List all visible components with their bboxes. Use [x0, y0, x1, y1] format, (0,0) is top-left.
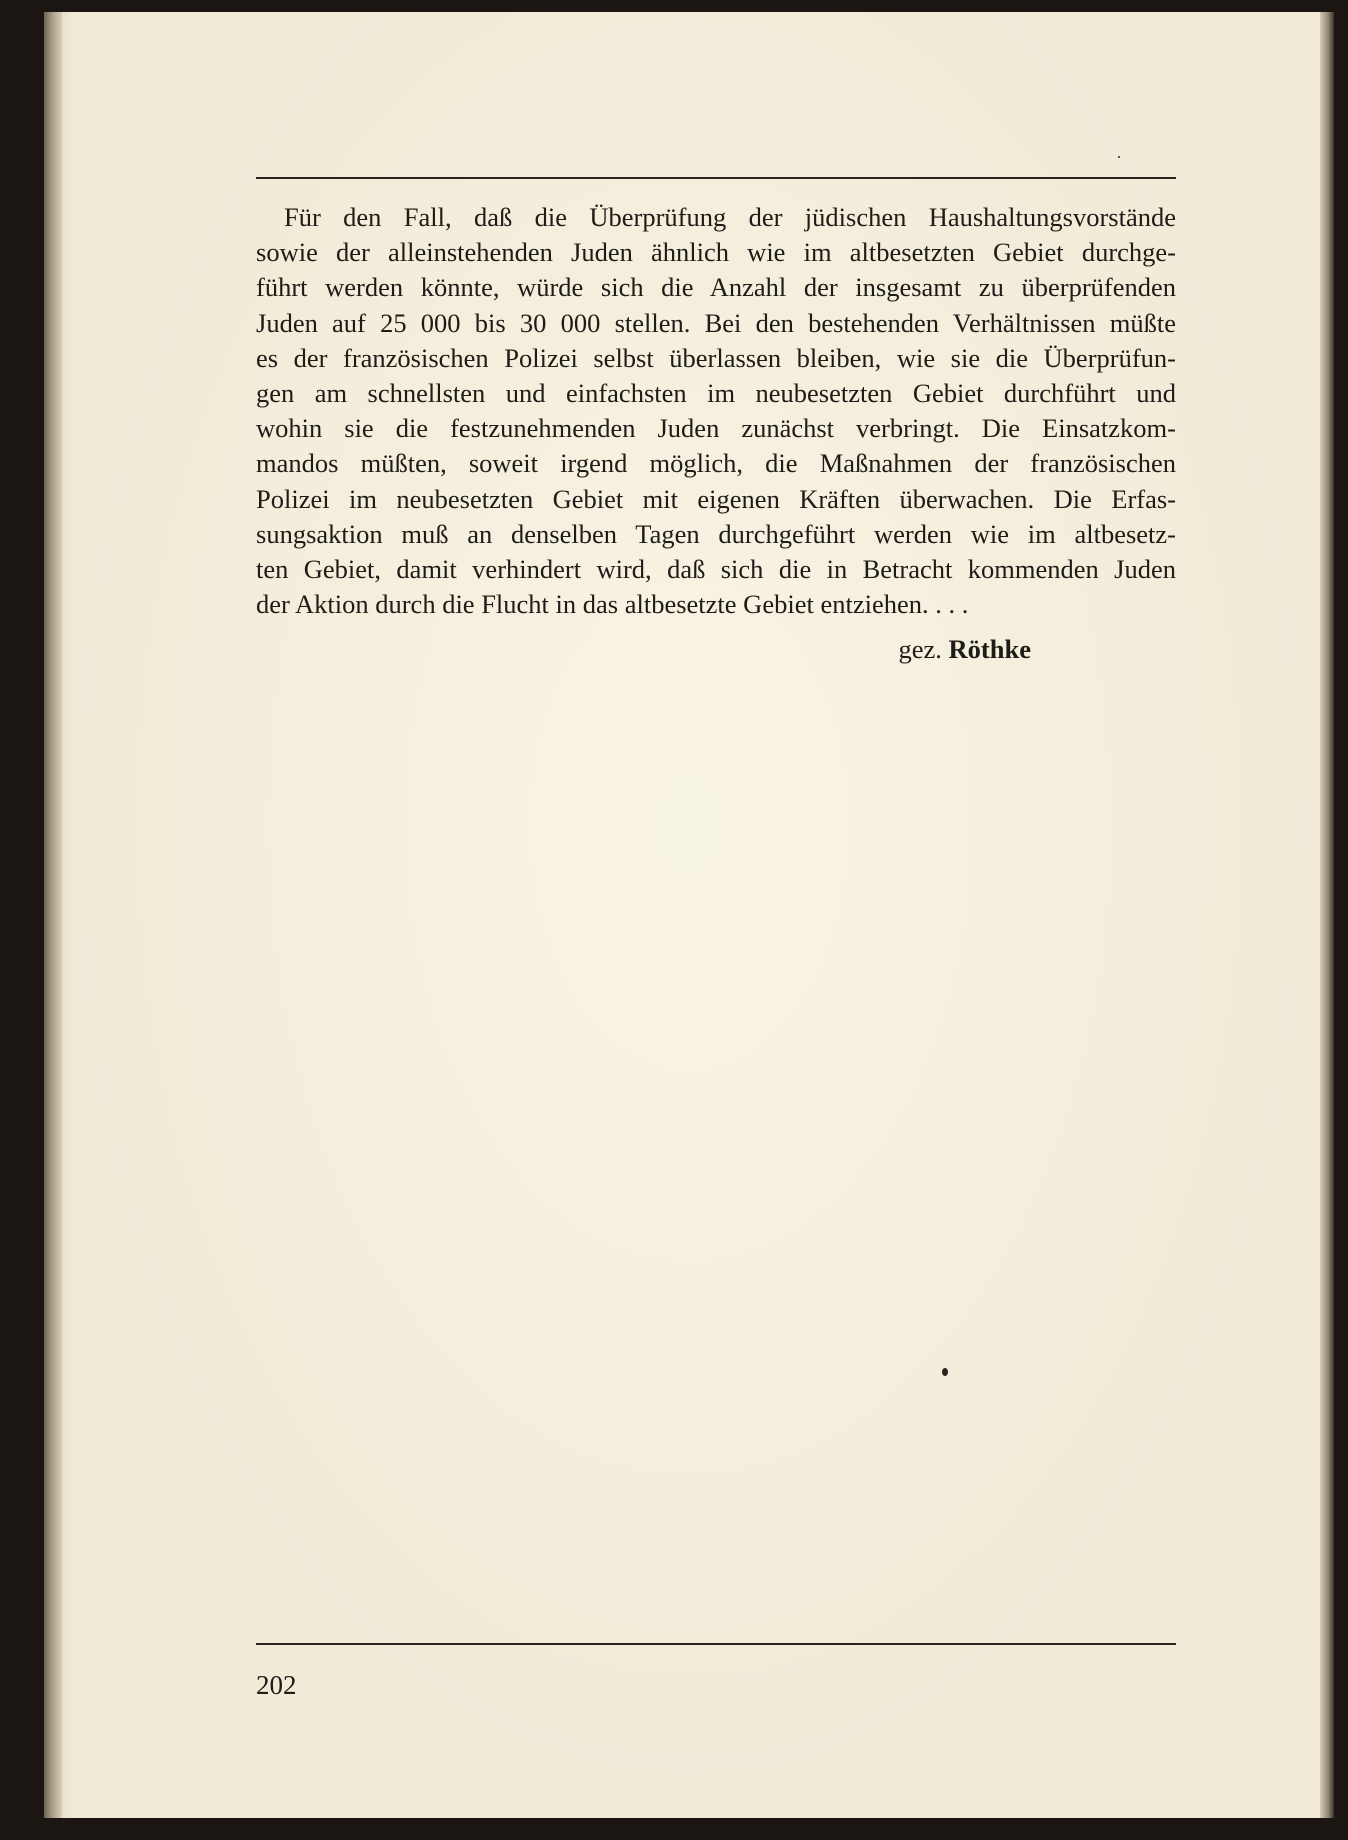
ink-speck: [1118, 156, 1120, 158]
page-number: 202: [256, 1670, 297, 1700]
ink-speck: [942, 1368, 948, 1376]
text-line: sungsaktion muß an denselben Tagen durchgeführt werden wie im altbesetz-: [256, 518, 1176, 549]
signature-prefix: gez.: [898, 634, 942, 664]
text-line: Für den Fall, daß die Überprüfung der jüdischen Haushaltungsvorstände: [284, 202, 1176, 232]
page-right-edge: [1320, 12, 1334, 1818]
text-line: sowie der alleinstehenden Juden ähnlich wie im altbesetzten Gebiet durchge-: [256, 237, 1176, 268]
text-line: führt werden könnte, würde sich die Anzahl der insgesamt zu überprüfenden: [256, 272, 1176, 303]
text-line: es der französischen Polizei selbst überlassen bleiben, wie sie die Überprüfun-: [256, 342, 1176, 373]
text-line: Juden auf 25 000 bis 30 000 stellen. Bei den bestehenden Verhältnissen müßte: [256, 307, 1176, 338]
text-line: der Aktion durch die Flucht in das altbesetzte Gebiet entziehen. . . .: [256, 589, 969, 620]
text-line: mandos müßten, soweit irgend möglich, die Maßnahmen der französischen: [256, 448, 1176, 479]
text-line: ten Gebiet, damit verhindert wird, daß sich die in Betracht kommenden Juden: [256, 554, 1176, 585]
footer-rule: [256, 1643, 1176, 1645]
text-line: gen am schnellsten und einfachsten im neubesetzten Gebiet durchführt und: [256, 378, 1176, 409]
header-rule: [256, 177, 1176, 179]
page-spine-shadow: [44, 12, 62, 1818]
body-paragraph: [256, 200, 1176, 622]
book-page: [44, 12, 1334, 1818]
signature: [899, 634, 1031, 665]
text-line: wohin sie die festzunehmenden Juden zunächst verbringt. Die Einsatzkom-: [256, 413, 1176, 444]
signature-name: Röthke: [948, 634, 1031, 664]
text-line: Polizei im neubesetzten Gebiet mit eigenen Kräften überwachen. Die Erfas-: [256, 483, 1176, 514]
